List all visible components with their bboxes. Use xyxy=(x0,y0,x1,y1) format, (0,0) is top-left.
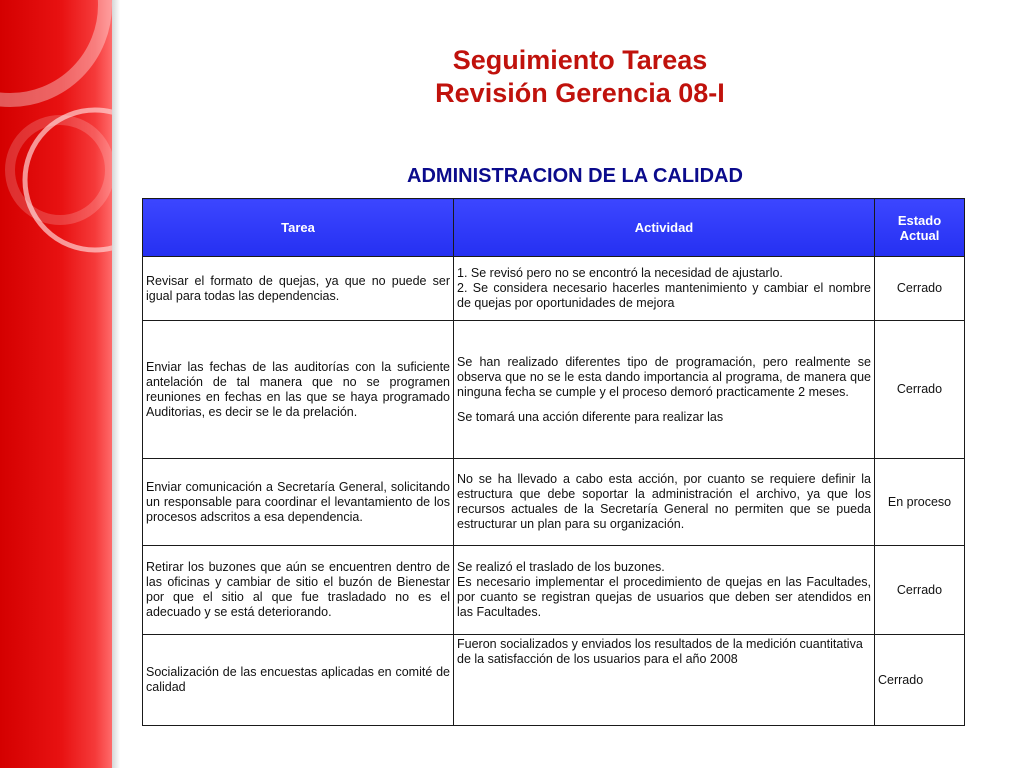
estado-cell: Cerrado xyxy=(875,635,965,726)
estado-cell: Cerrado xyxy=(875,321,965,459)
actividad-text: Fueron socializados y enviados los resultados de la medición cuantitativa de la satisfacción de los usuarios para el año 2008 xyxy=(457,637,863,666)
decorative-side-band xyxy=(0,0,112,768)
title-line-2: Revisión Gerencia 08-I xyxy=(435,78,725,108)
estado-cell: Cerrado xyxy=(875,257,965,321)
actividad-text: Es necesario implementar el procedimiento de quejas en las Facultades, por cuanto se registran quejas de usuarios que deben ser atendidos en las Facultades. xyxy=(457,575,871,619)
actividad-cell xyxy=(454,321,875,459)
section-title: ADMINISTRACION DE LA CALIDAD xyxy=(407,165,743,187)
actividad-text: Se han realizado diferentes tipo de programación, pero realmente se observa que no se le esta dando importancia al programa, de manera que ninguna fecha se cumple y el proceso demoró practicamente 2 meses. xyxy=(457,354,871,399)
tarea-cell: Enviar comunicación a Secretaría General, solicitando un responsable para coordinar el levantamiento de los procesos adscritos a esa dependencia. xyxy=(143,459,454,546)
tarea-cell: Socialización de las encuestas aplicadas en comité de calidad xyxy=(143,635,454,726)
table-row xyxy=(143,321,965,459)
actividad-cell xyxy=(454,257,875,321)
actividad-cell xyxy=(454,635,875,726)
estado-cell: En proceso xyxy=(875,459,965,546)
actividad-text: 2. Se considera necesario hacerles mantenimiento y cambiar el nombre de quejas por oportunidades de mejora xyxy=(457,281,871,310)
band-edge-shadow xyxy=(112,0,120,768)
actividad-text: Se realizó el traslado de los buzones. xyxy=(457,560,665,574)
tarea-cell: Retirar los buzones que aún se encuentren dentro de las oficinas y cambiar de sitio el buzón de Bienestar por que el sitio al que fue trasladado no es el adecuado y se está deteriorando. xyxy=(143,546,454,635)
header-actividad: Actividad xyxy=(454,199,875,257)
header-estado: Estado Actual xyxy=(875,199,965,257)
estado-cell: Cerrado xyxy=(875,546,965,635)
actividad-text: Se tomará una acción diferente para realizar las xyxy=(457,409,724,424)
page-title xyxy=(300,44,860,110)
actividad-cell xyxy=(454,459,875,546)
tarea-cell: Enviar las fechas de las auditorías con la suficiente antelación de tal manera que no se programen reuniones en fechas en las que se haya programado Auditorias, es decir se le da prelación. xyxy=(143,321,454,459)
actividad-cell xyxy=(454,546,875,635)
actividad-text: 1. Se revisó pero no se encontró la necesidad de ajustarlo. xyxy=(457,266,783,280)
tarea-cell: Revisar el formato de quejas, ya que no puede ser igual para todas las dependencias. xyxy=(143,257,454,321)
decorative-circles xyxy=(0,0,112,768)
table-row xyxy=(143,635,965,726)
task-table xyxy=(142,198,965,726)
table-header-row xyxy=(143,199,965,257)
title-line-1: Seguimiento Tareas xyxy=(452,45,708,75)
table-row xyxy=(143,546,965,635)
table-row xyxy=(143,459,965,546)
actividad-text: No se ha llevado a cabo esta acción, por cuanto se requiere definir la estructura que debe soportar la administración el archivo, ya que los recursos actuales de la Secretaría General no permiten que se pueda estructurar un plan para su organización. xyxy=(457,472,871,531)
table-row xyxy=(143,257,965,321)
header-tarea: Tarea xyxy=(143,199,454,257)
